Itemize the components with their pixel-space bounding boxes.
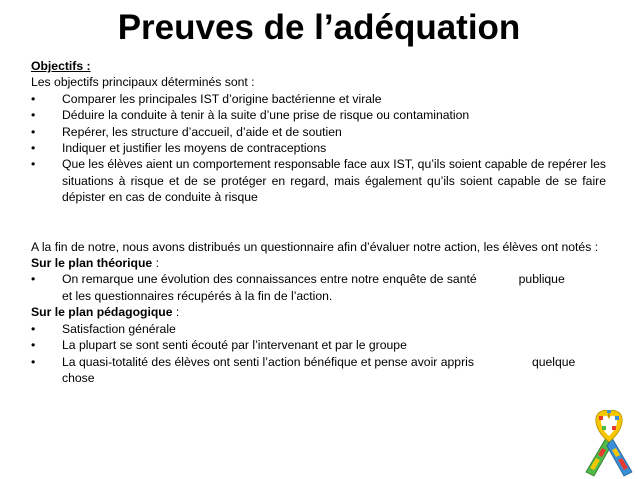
theorique-heading-line — [31, 255, 606, 271]
list-item: • La plupart se sont senti écouté par l’intervenant et par le groupe — [31, 337, 606, 353]
list-item — [31, 354, 606, 387]
theorique-text-c: et les questionnaires récupérés à la fin de l’action. — [62, 288, 333, 303]
theorique-text-b: publique — [518, 272, 565, 287]
list-item: • Repérer, les structure d’accueil, d’aide et de soutien — [31, 124, 606, 140]
slide-title: Preuves de l’adéquation — [117, 8, 521, 47]
pedagogique-text-a: La quasi-totalité des élèves ont senti l’action bénéfique et pense avoir appris — [62, 354, 474, 369]
pedagogique-list — [31, 321, 606, 387]
objectifs-heading: Objectifs : — [31, 59, 91, 73]
objectifs-list — [31, 91, 606, 206]
pedagogique-suffix: : — [172, 305, 180, 320]
theorique-heading: Sur le plan théorique — [31, 256, 153, 271]
pedagogique-heading: Sur le plan pédagogique — [31, 305, 173, 320]
list-item: • Que les élèves aient un comportement responsable face aux IST, qu’ils soient capable de repérer les situations à risque et de se protéger en regard, mais également qu’ils soient capable de se faire dépister en cas de conduite à risque — [31, 156, 606, 205]
theorique-suffix: : — [152, 256, 159, 271]
theorique-text-a: On remarque une évolution des connaissances entre notre enquête de santé — [62, 272, 477, 287]
list-item — [31, 271, 606, 304]
pedagogique-heading-line — [31, 304, 606, 320]
list-item: • Comparer les principales IST d’origine bactérienne et virale — [31, 91, 606, 107]
pedagogique-text-c: chose — [62, 370, 95, 385]
list-item: • Satisfaction générale — [31, 321, 606, 337]
awareness-ribbon-icon — [580, 408, 638, 479]
objectifs-intro: Les objectifs principaux déterminés sont : — [31, 75, 255, 90]
slide-body — [31, 58, 606, 386]
pedagogique-text-b: quelque — [531, 354, 576, 369]
list-item: • Indiquer et justifier les moyens de contraceptions — [31, 140, 606, 156]
theorique-list — [31, 271, 606, 304]
evaluation-intro: A la fin de notre, nous avons distribués un questionnaire afin d’évaluer notre action, les élèves ont notés : — [31, 239, 599, 254]
list-item: • Déduire la conduite à tenir à la suite d’une prise de risque ou contamination — [31, 107, 606, 123]
